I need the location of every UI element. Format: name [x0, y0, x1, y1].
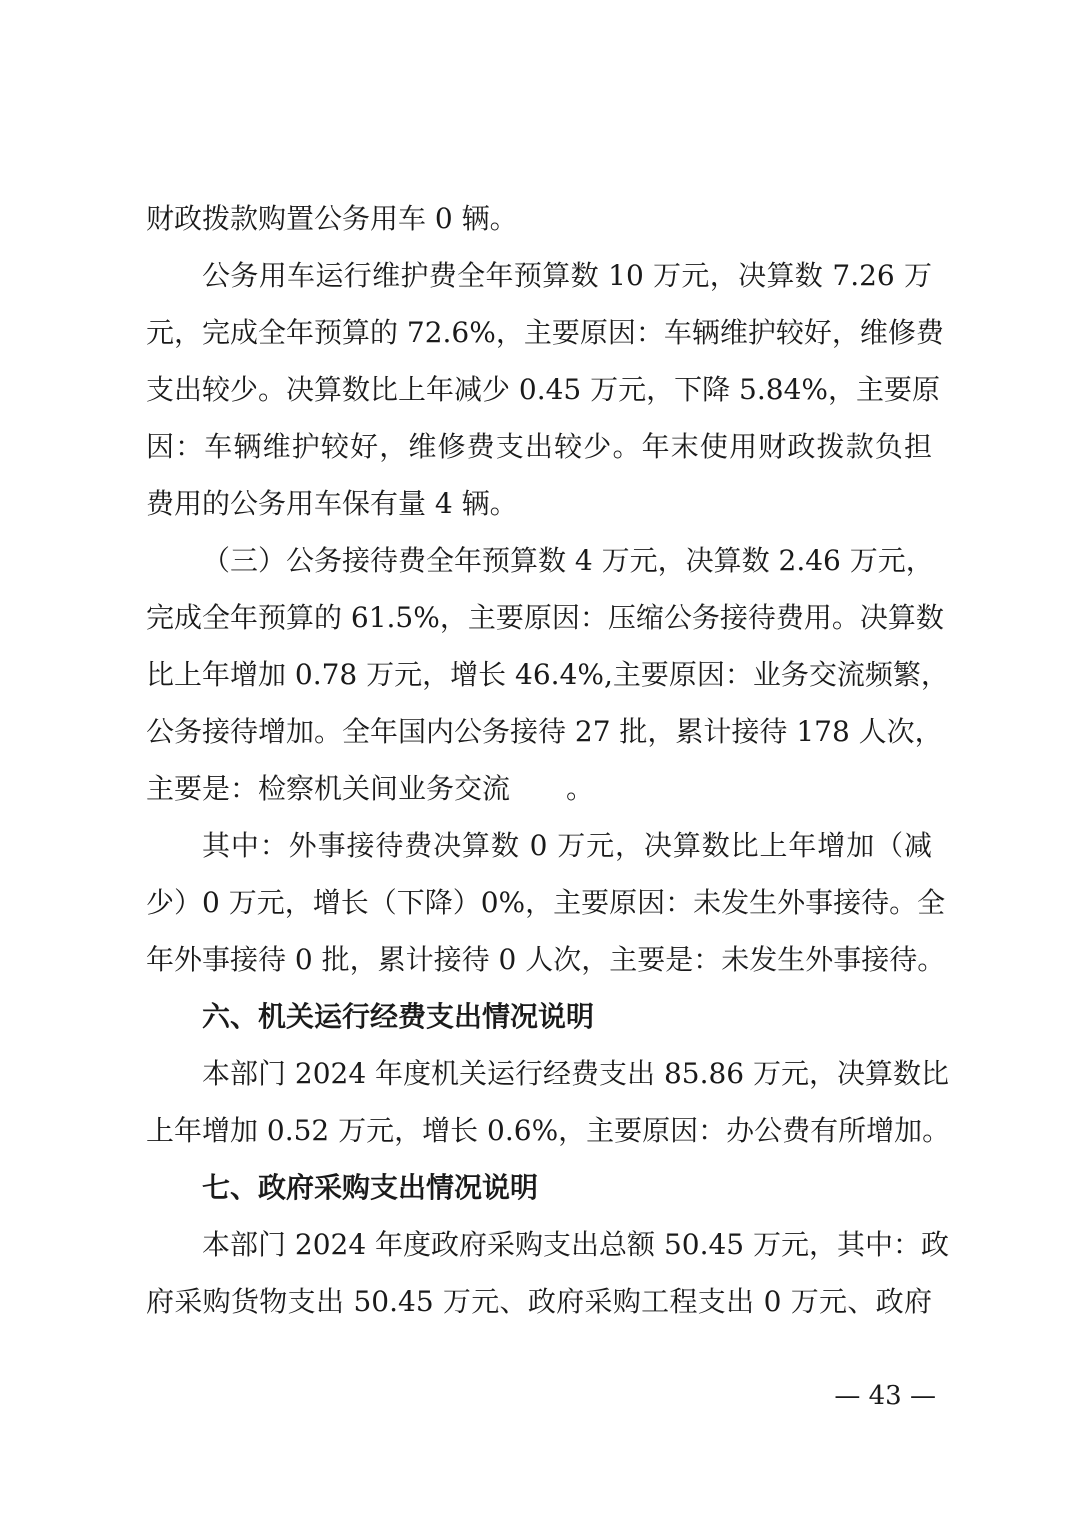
- text-line: 主要是：检察机关间业务交流 。: [146, 772, 595, 805]
- text-line: 比上年增加 0.78 万元，增长 46.4%,主要原因：业务交流频繁，: [146, 658, 949, 691]
- text-line: 元，完成全年预算的 72.6%，主要原因：车辆维护较好，维修费: [146, 316, 944, 349]
- text-line: 公务接待增加。全年国内公务接待 27 批，累计接待 178 人次，: [146, 715, 943, 748]
- text-line: 本部门 2024 年度政府采购支出总额 50.45 万元，其中：政: [202, 1228, 950, 1261]
- text-line: 少）0 万元，增长（下降）0%，主要原因：未发生外事接待。全: [146, 886, 946, 919]
- page-number: — 43 —: [834, 1381, 936, 1411]
- section-heading: 六、机关运行经费支出情况说明: [202, 1000, 595, 1033]
- text-line: 费用的公务用车保有量 4 辆。: [146, 487, 518, 520]
- document-page: [146, 190, 951, 1330]
- text-line: 年外事接待 0 批，累计接待 0 人次，主要是：未发生外事接待。: [146, 943, 946, 976]
- section-heading: 七、政府采购支出情况说明: [202, 1171, 539, 1204]
- text-line: 公务用车运行维护费全年预算数 10 万元，决算数 7.26 万: [202, 259, 932, 292]
- text-line: 本部门 2024 年度机关运行经费支出 85.86 万元，决算数比: [202, 1057, 950, 1090]
- text-line: 财政拨款购置公务用车 0 辆。: [146, 202, 518, 235]
- text-line: 其中：外事接待费决算数 0 万元，决算数比上年增加（减: [202, 829, 932, 862]
- text-line: （三）公务接待费全年预算数 4 万元，决算数 2.46 万元，: [202, 544, 934, 577]
- text-line: 府采购货物支出 50.45 万元、政府采购工程支出 0 万元、政府: [146, 1285, 932, 1318]
- text-line: 因：车辆维护较好，维修费支出较少。年末使用财政拨款负担: [146, 430, 932, 463]
- text-line: 完成全年预算的 61.5%，主要原因：压缩公务接待费用。决算数: [146, 601, 944, 634]
- text-line: 支出较少。决算数比上年减少 0.45 万元，下降 5.84%，主要原: [146, 373, 940, 406]
- text-line: 上年增加 0.52 万元，增长 0.6%，主要原因：办公费有所增加。: [146, 1114, 951, 1147]
